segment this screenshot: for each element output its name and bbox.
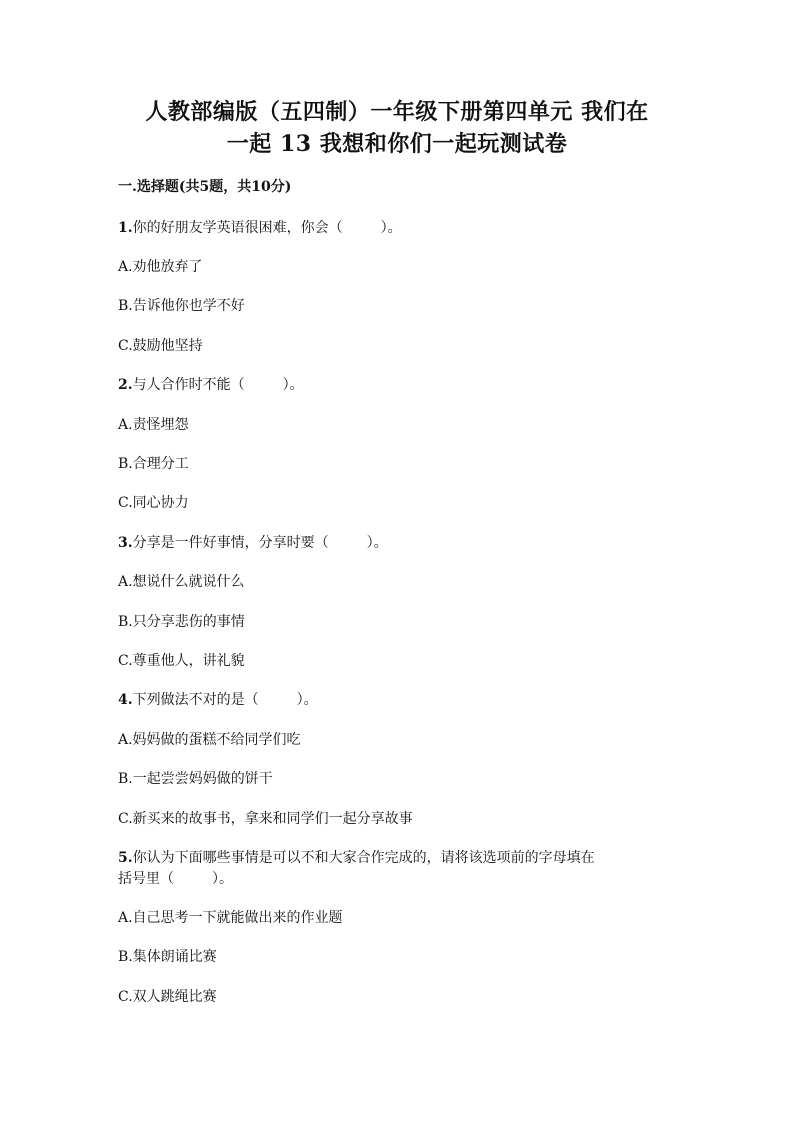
question-5-continued	[118, 869, 233, 889]
option-5b: B.集体朗诵比赛	[118, 949, 217, 965]
option-4c: C.新买来的故事书，拿来和同学们一起分享故事	[118, 811, 413, 827]
question-stem-end: ）。	[296, 692, 318, 708]
question-stem: 分享是一件好事情，分享时要（	[132, 535, 329, 551]
question-3	[118, 533, 388, 553]
option-2b: B.合理分工	[118, 456, 189, 472]
question-stem-end: ）。	[282, 377, 304, 393]
option-5a: A.自己思考一下就能做出来的作业题	[118, 910, 343, 926]
question-stem: 与人合作时不能（	[132, 377, 245, 393]
option-1a: A.劝他放弃了	[118, 259, 203, 275]
option-3a: A.想说什么就说什么	[118, 574, 245, 590]
option-3c: C.尊重他人，讲礼貌	[118, 653, 245, 669]
section-heading: 一.选择题(共5题，共10分)	[118, 179, 292, 195]
question-number: 3.	[118, 535, 133, 551]
question-stem: 括号里（	[118, 871, 174, 887]
question-4	[118, 690, 318, 710]
question-stem: 你认为下面哪些事情是可以不和大家合作完成的，请将该选项前的字母填在	[132, 850, 595, 866]
option-4a: A.妈妈做的蛋糕不给同学们吃	[118, 732, 301, 748]
option-3b: B.只分享悲伤的事情	[118, 614, 245, 630]
option-2a: A.责怪埋怨	[118, 417, 189, 433]
option-4b: B.一起尝尝妈妈做的饼干	[118, 771, 273, 787]
question-number: 4.	[118, 692, 133, 708]
option-5c: C.双人跳绳比赛	[118, 989, 217, 1005]
question-stem: 下列做法不对的是（	[132, 692, 259, 708]
document-title-line-2: 一起 13 我想和你们一起玩测试卷	[226, 131, 568, 157]
question-number: 2.	[118, 377, 133, 393]
question-stem-end: ）。	[212, 871, 233, 887]
question-2	[118, 375, 304, 395]
question-stem-end: ）。	[366, 535, 388, 551]
question-1	[118, 218, 402, 238]
question-5	[118, 848, 595, 868]
question-stem-end: ）。	[380, 220, 402, 236]
question-stem: 你的好朋友学英语很困难，你会（	[132, 220, 343, 236]
question-number: 5.	[118, 850, 133, 866]
document-title-line-1: 人教部编版（五四制）一年级下册第四单元 我们在	[145, 99, 649, 125]
option-1b: B.告诉他你也学不好	[118, 298, 245, 314]
option-1c: C.鼓励他坚持	[118, 338, 203, 354]
question-number: 1.	[118, 220, 133, 236]
option-2c: C.同心协力	[118, 495, 189, 511]
